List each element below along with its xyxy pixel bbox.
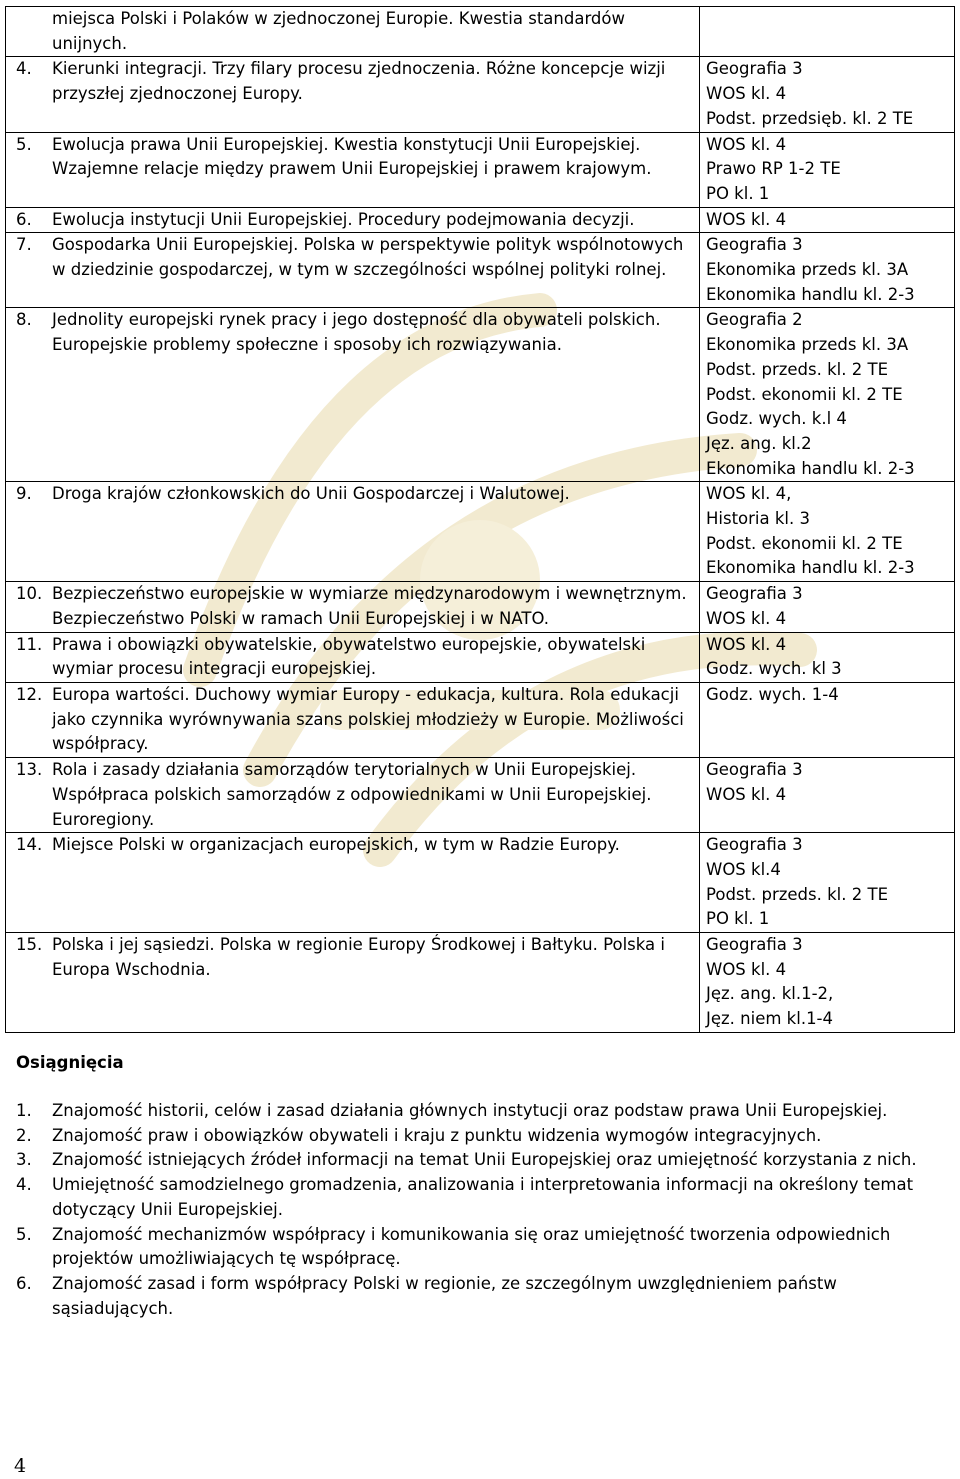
achievement-line: sąsiadujących. (52, 1298, 174, 1318)
achievement-item (16, 1124, 936, 1149)
table-row (6, 632, 955, 682)
topic-line: wymiar procesu integracji europejskiej. (52, 659, 377, 679)
subject-line: WOS kl. 4 (706, 608, 787, 628)
subjects-cell (700, 833, 955, 933)
topic-line: Ewolucja instytucji Unii Europejskiej. Procedury podejmowania decyzji. (52, 209, 635, 229)
subject-line: WOS kl. 4 (706, 784, 787, 804)
topic-text (52, 308, 699, 357)
topic-cell (6, 482, 700, 582)
topic-line: Współpraca polskich samorządów z odpowiednikami w Unii Europejskiej. (52, 784, 652, 804)
topic-number: 15. (16, 935, 43, 955)
topic-line: Gospodarka Unii Europejskiej. Polska w perspektywie polityk wspólnotowych (52, 235, 684, 255)
subject-line: Jęz. ang. kl.1-2, (706, 984, 834, 1004)
subjects-cell (700, 632, 955, 682)
subject-line: Ekonomika przeds kl. 3A (706, 335, 909, 355)
subject-line: Geografia 3 (706, 584, 803, 604)
topic-number: 11. (16, 634, 43, 654)
subject-line: Geografia 3 (706, 835, 803, 855)
topic-item (6, 57, 699, 106)
subject-line: Jęz. ang. kl.2 (706, 433, 812, 453)
achievement-item (16, 1099, 936, 1124)
achievement-line: projektów umożliwiających tę współpracę. (52, 1249, 401, 1269)
table-row (6, 833, 955, 933)
subjects-cell (700, 582, 955, 632)
achievement-line: dotyczący Unii Europejskiej. (52, 1199, 283, 1219)
subject-line: Podst. ekonomii kl. 2 TE (706, 533, 903, 553)
table-row (6, 57, 955, 132)
topic-line: Europa Wschodnia. (52, 959, 211, 979)
topic-text (52, 833, 699, 858)
subject-line: WOS kl. 4 (706, 84, 787, 104)
topic-item (6, 133, 699, 182)
table-row (6, 582, 955, 632)
topic-line: Europejskie problemy społeczne i sposoby ich rozwiązywania. (52, 335, 562, 355)
table-row (6, 233, 955, 308)
achievement-text (52, 1173, 936, 1222)
subject-line: Podst. przeds. kl. 2 TE (706, 884, 888, 904)
subject-line: Historia kl. 3 (706, 509, 811, 529)
topic-line: Ewolucja prawa Unii Europejskiej. Kwestia konstytucji Unii Europejskiej. (52, 134, 641, 154)
topic-line: Miejsce Polski w organizacjach europejskich, w tym w Radzie Europy. (52, 835, 620, 855)
subject-line: Ekonomika przeds kl. 3A (706, 260, 909, 280)
topic-text (52, 758, 699, 832)
topic-cell (6, 833, 700, 933)
topic-item (6, 933, 699, 982)
subjects-cell (700, 233, 955, 308)
topic-line: Prawa i obowiązki obywatelskie, obywatelstwo europejskie, obywatelski (52, 634, 646, 654)
subject-line: Ekonomika handlu kl. 2-3 (706, 284, 915, 304)
topic-number: 14. (16, 835, 43, 855)
topic-line: unijnych. (52, 33, 128, 53)
topic-number: 13. (16, 760, 43, 780)
subject-line: Ekonomika handlu kl. 2-3 (706, 458, 915, 478)
topic-text (52, 482, 699, 507)
achievement-item (16, 1148, 936, 1173)
subjects-cell (700, 758, 955, 833)
achievement-number: 4. (16, 1175, 32, 1195)
subject-line: Godz. wych. k.l 4 (706, 409, 847, 429)
topic-cell (6, 682, 700, 757)
achievement-number: 5. (16, 1224, 32, 1244)
topic-text (52, 582, 699, 631)
topic-text (52, 7, 699, 56)
topic-item (6, 633, 699, 682)
subject-line: Ekonomika handlu kl. 2-3 (706, 558, 915, 578)
table-row (6, 758, 955, 833)
topic-cell (6, 933, 700, 1033)
topic-text (52, 233, 699, 282)
achievement-number: 1. (16, 1101, 32, 1120)
topic-text (52, 208, 699, 233)
subject-line: PO kl. 1 (706, 183, 770, 203)
subject-line: WOS kl. 4 (706, 209, 787, 229)
topic-cell (6, 308, 700, 482)
topic-line: jako czynnika wyrównywania szans polskiej młodzieży w Europie. Możliwości (52, 709, 684, 729)
subjects-cell (700, 682, 955, 757)
subject-line: Podst. ekonomii kl. 2 TE (706, 384, 903, 404)
achievement-number: 2. (16, 1125, 32, 1145)
topic-cell (6, 7, 700, 57)
topic-number: 6. (16, 209, 32, 229)
subject-line: WOS kl.4 (706, 859, 781, 879)
subject-line: Geografia 3 (706, 760, 803, 780)
topic-cell (6, 132, 700, 207)
topic-cell (6, 758, 700, 833)
subject-line: PO kl. 1 (706, 909, 770, 929)
subject-line: WOS kl. 4 (706, 634, 787, 654)
table-row (6, 482, 955, 582)
topic-line: Wzajemne relacje między prawem Unii Europejskiej i prawem krajowym. (52, 159, 652, 179)
subject-line: WOS kl. 4 (706, 134, 787, 154)
achievement-number: 3. (16, 1150, 32, 1170)
topic-item (6, 582, 699, 631)
subject-line: Podst. przedsięb. kl. 2 TE (706, 108, 914, 128)
subjects-cell (700, 308, 955, 482)
subject-line: Jęz. niem kl.1-4 (706, 1009, 834, 1029)
topic-number: 9. (16, 484, 32, 504)
topic-number: 10. (16, 584, 43, 604)
topic-cell (6, 582, 700, 632)
topic-line: Europa wartości. Duchowy wymiar Europy - edukacja, kultura. Rola edukacji (52, 684, 679, 704)
topic-cell (6, 57, 700, 132)
topic-line: Euroregiony. (52, 809, 155, 829)
topic-line: Polska i jej sąsiedzi. Polska w regionie Europy Środkowej i Bałtyku. Polska i (52, 935, 665, 955)
achievement-line: Umiejętność samodzielnego gromadzenia, analizowania i interpretowania informacji na określony temat (52, 1175, 914, 1195)
achievement-item (16, 1223, 936, 1272)
topic-item (6, 233, 699, 282)
topic-item (6, 833, 699, 858)
achievement-line: Znajomość praw i obowiązków obywateli i kraju z punktu widzenia wymogów integracyjnych. (52, 1125, 822, 1145)
topic-line: Bezpieczeństwo Polski w ramach Unii Europejskiej i w NATO. (52, 608, 550, 628)
achievement-number: 6. (16, 1273, 32, 1293)
topic-item (6, 683, 699, 757)
achievement-line: Znajomość historii, celów i zasad działania głównych instytucji oraz podstaw prawa Unii Europejskiej. (52, 1101, 888, 1120)
subject-line: WOS kl. 4, (706, 484, 792, 504)
achievement-text (52, 1124, 936, 1149)
topic-number: 8. (16, 310, 32, 330)
table-row (6, 132, 955, 207)
table-row (6, 682, 955, 757)
page-number: 4 (14, 1455, 27, 1477)
table-row (6, 7, 955, 57)
subject-line: Godz. wych. 1-4 (706, 684, 839, 704)
subjects-cell (700, 57, 955, 132)
subjects-cell (700, 482, 955, 582)
topic-cell (6, 632, 700, 682)
topic-item (6, 758, 699, 832)
topic-text (52, 133, 699, 182)
achievement-line: Znajomość istniejących źródeł informacji na temat Unii Europejskiej oraz umiejętność korzystania z nich. (52, 1150, 917, 1170)
topic-item (6, 308, 699, 357)
topic-cell (6, 233, 700, 308)
achievement-item (16, 1173, 936, 1222)
topic-number: 4. (16, 59, 32, 79)
achievement-line: Znajomość mechanizmów współpracy i komunikowania się oraz umiejętność tworzenia odpowiednich (52, 1224, 891, 1244)
topic-line: przyszłej zjednoczonej Europy. (52, 84, 303, 104)
topic-text (52, 57, 699, 106)
table-row (6, 308, 955, 482)
subject-line: Podst. przeds. kl. 2 TE (706, 359, 888, 379)
subject-line: Geografia 3 (706, 935, 803, 955)
topic-text (52, 633, 699, 682)
topic-line: miejsca Polski i Polaków w zjednoczonej Europie. Kwestia standardów (52, 9, 625, 28)
subject-line: Geografia 3 (706, 235, 803, 255)
topic-line: Rola i zasady działania samorządów terytorialnych w Unii Europejskiej. (52, 760, 637, 780)
topic-cell (6, 207, 700, 233)
subjects-cell (700, 207, 955, 233)
achievement-text (52, 1148, 936, 1173)
subject-line: Godz. wych. kl 3 (706, 659, 842, 679)
topic-line: współpracy. (52, 734, 149, 754)
topic-item (6, 7, 699, 56)
achievement-text (52, 1223, 936, 1272)
subject-line: Geografia 3 (706, 59, 803, 79)
achievements-list (16, 1099, 936, 1321)
table-row (6, 207, 955, 233)
topics-table (5, 6, 955, 1033)
topic-line: Jednolity europejski rynek pracy i jego dostępność dla obywateli polskich. (52, 310, 661, 330)
subjects-cell (700, 7, 955, 57)
topic-item (6, 482, 699, 507)
table-row (6, 933, 955, 1033)
topic-line: Kierunki integracji. Trzy filary procesu zjednoczenia. Różne koncepcje wizji (52, 59, 666, 79)
achievement-text (52, 1099, 936, 1124)
subjects-cell (700, 132, 955, 207)
subject-line: Prawo RP 1-2 TE (706, 159, 841, 179)
topic-text (52, 683, 699, 757)
topic-number: 12. (16, 684, 43, 704)
achievements-heading: Osiągnięcia (16, 1053, 124, 1072)
achievement-item (16, 1272, 936, 1321)
subjects-cell (700, 933, 955, 1033)
topic-number (6, 7, 52, 56)
topic-line: w dziedzinie gospodarczej, w tym w szczególności wspólnej polityki rolnej. (52, 260, 667, 280)
subject-line: WOS kl. 4 (706, 959, 787, 979)
achievement-text (52, 1272, 936, 1321)
achievement-line: Znajomość zasad i form współpracy Polski w regionie, ze szczególnym uwzględnieniem państw (52, 1273, 837, 1293)
subject-line: Geografia 2 (706, 310, 803, 330)
topic-item (6, 208, 699, 233)
topic-number: 5. (16, 134, 32, 154)
topic-line: Bezpieczeństwo europejskie w wymiarze międzynarodowym i wewnętrznym. (52, 584, 687, 604)
topic-number: 7. (16, 235, 32, 255)
topic-text (52, 933, 699, 982)
topic-line: Droga krajów członkowskich do Unii Gospodarczej i Walutowej. (52, 484, 570, 504)
